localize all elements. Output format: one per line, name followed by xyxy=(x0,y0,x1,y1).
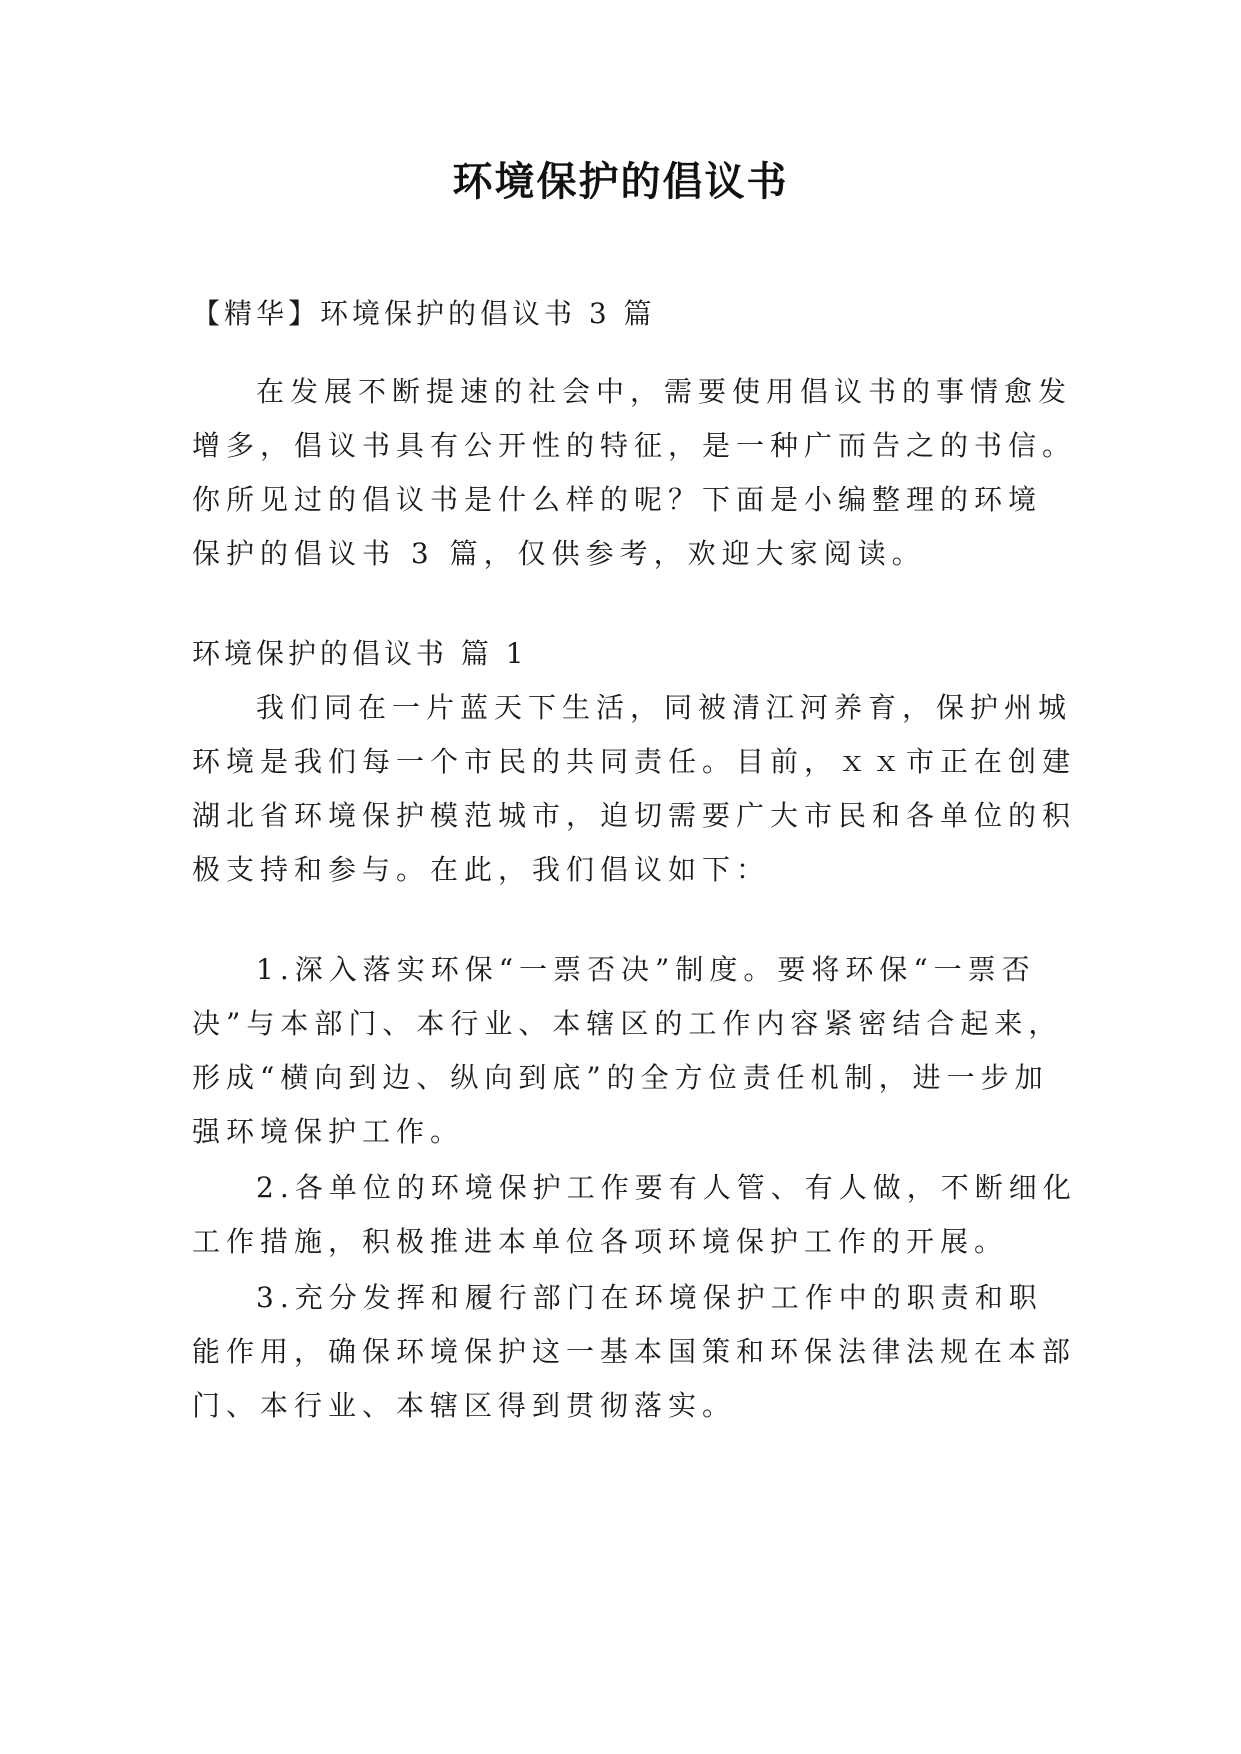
item2-line: 工作措施，积极推进本单位各项环境保护工作的开展。 xyxy=(192,1225,1009,1258)
document-subtitle: 【精华】环境保护的倡议书 3 篇 xyxy=(192,297,656,330)
item3-line: 能作用，确保环境保护这一基本国策和环保法律法规在本部 xyxy=(192,1335,1077,1368)
section1-line: 环境是我们每一个市民的共同责任。目前，ｘｘ市正在创建 xyxy=(192,745,1077,778)
item3-line: 3.充分发挥和履行部门在环境保护工作中的职责和职 xyxy=(256,1281,1043,1314)
document-title: 环境保护的倡议书 xyxy=(452,159,789,205)
section1-line: 极支持和参与。在此，我们倡议如下： xyxy=(192,853,771,886)
section1-line: 湖北省环境保护模范城市，迫切需要广大市民和各单位的积 xyxy=(192,799,1077,832)
item1-line: 1.深入落实环保“一票否决”制度。要将环保“一票否 xyxy=(256,953,1036,986)
item1-line: 形成“横向到边、纵向到底”的全方位责任机制，进一步加 xyxy=(192,1061,1049,1094)
item3-line: 门、本行业、本辖区得到贯彻落实。 xyxy=(192,1389,737,1422)
intro-line: 你所见过的倡议书是什么样的呢？下面是小编整理的环境 xyxy=(192,483,1043,516)
section-heading: 环境保护的倡议书 篇 1 xyxy=(192,637,528,670)
item1-line: 强环境保护工作。 xyxy=(192,1115,465,1148)
item2-line: 2.各单位的环境保护工作要有人管、有人做，不断细化 xyxy=(256,1171,1077,1204)
intro-line: 保护的倡议书 3 篇，仅供参考，欢迎大家阅读。 xyxy=(192,537,926,570)
item1-line: 决”与本部门、本行业、本辖区的工作内容紧密结合起来， xyxy=(192,1007,1063,1040)
intro-line: 在发展不断提速的社会中，需要使用倡议书的事情愈发 xyxy=(256,375,1073,408)
section1-line: 我们同在一片蓝天下生活，同被清江河养育，保护州城 xyxy=(256,691,1073,724)
intro-line: 增多，倡议书具有公开性的特征，是一种广而告之的书信。 xyxy=(192,429,1077,462)
